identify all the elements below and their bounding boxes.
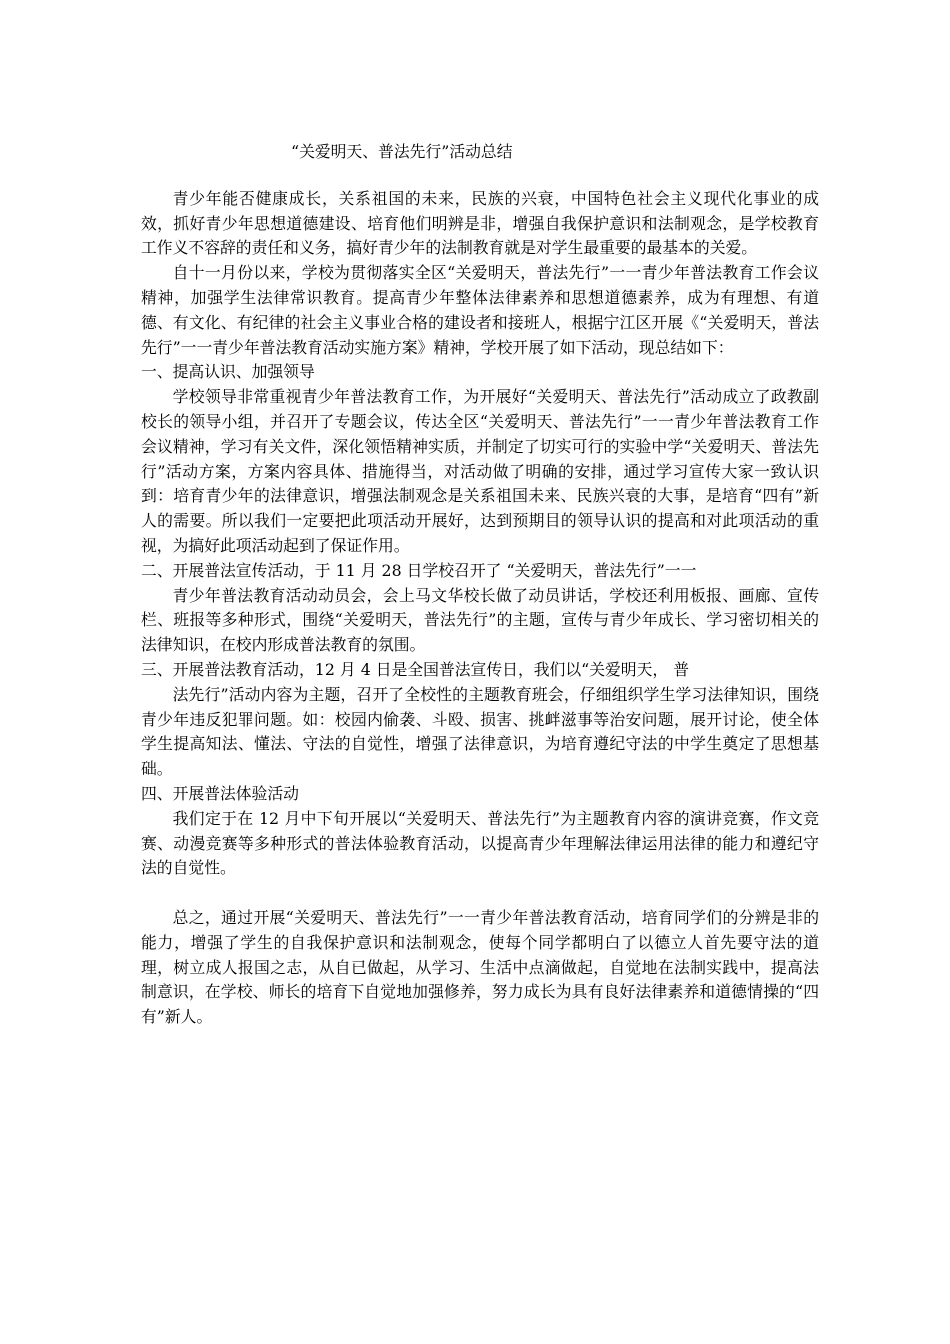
paragraph-intro: 青少年能否健康成长，关系祖国的未来，民族的兴衰，中国特色社会主义现代化事业的成效，抓好青少年思想道德建设、培育他们明辨是非，增强自我保护意识和法制观念，是学校教育工作义不容辞的责任和义务，搞好青少年的法制教育就是对学生最重要的最基本的关爱。: [141, 188, 819, 258]
section-heading-1: 一、提高认识、加强领导: [141, 362, 315, 382]
paragraph-publicity: 青少年普法教育活动动员会，会上马文华校长做了动员讲话，学校还利用板报、画廊、宣传栏、班报等多种形式，围绕“关爱明天，普法先行”的主题，宣传与青少年成长、学习密切相关的法律知识，在校内形成普法教育的氛围。: [141, 585, 819, 655]
paragraph-spacer: [141, 881, 819, 906]
paragraph-background: 自十一月份以来，学校为贯彻落实全区“关爱明天，普法先行”一一青少年普法教育工作会议精神，加强学生法律常识教育。提高青少年整体法律素养和思想道德素养，成为有理想、有道德、有文化、有纪律的社会主义事业合格的建设者和接班人，根据宁江区开展《“关爱明天，普法先行”一一青少年普法教育活动实施方案》精神，学校开展了如下活动，现总结如下：: [141, 263, 819, 357]
paragraph-education: 法先行”活动内容为主题，召开了全校性的主题教育班会，仔细组织学生学习法律知识，围绕青少年违反犯罪问题。如：校园内偷袭、斗殴、损害、挑衅滋事等治安问题，展开讨论，使全体学生提高知法、懂法、守法的自觉性，增强了法律意识，为培育遵纪守法的中学生奠定了思想基础。: [141, 684, 819, 779]
section-heading-3: 三、开展普法教育活动，12 月 4 日是全国普法宣传日，我们以“关爱明天， 普: [141, 659, 690, 679]
document-title: “关爱明天、普法先行”活动总结: [291, 142, 513, 161]
paragraph-conclusion: 总之，通过开展“关爱明天、普法先行”一一青少年普法教育活动，培育同学们的分辨是非的能力，增强了学生的自我保护意识和法制观念，使每个同学都明白了以德立人首先要守法的道理，树立成人报国之志，从自已做起，从学习、生活中点滴做起，自觉地在法制实践中，提高法制意识，在学校、师长的培育下自觉地加强修养，努力成长为具有良好法律素养和道德情操的“四有”新人。: [141, 907, 819, 1027]
document-page: [141, 140, 819, 1030]
section-heading-2: 二、开展普法宣传活动，于 11 月 28 日学校召开了 “关爱明天，普法先行”一一: [141, 560, 697, 580]
paragraph-leadership: 学校领导非常重视青少年普法教育工作，为开展好“关爱明天、普法先行”活动成立了政教副校长的领导小组，并召开了专题会议，传达全区“关爱明天、普法先行”一一青少年普法教育工作会议精神，学习有关文件，深化领悟精神实质，并制定了切实可行的实验中学“关爱明天、普法先行”活动方案，方案内容具体、措施得当，对活动做了明确的安排，通过学习宣传大家一致认识到：培育青少年的法律意识，增强法制观念是关系祖国未来、民族兴衰的大事，是培育“四有”新人的需要。所以我们一定要把此项活动开展好，达到预期目的领导认识的提高和对此项活动的重视，为搞好此项活动起到了保证作用。: [141, 387, 819, 555]
section-heading-4: 四、开展普法体验活动: [141, 783, 299, 803]
paragraph-experience: 我们定于在 12 月中下旬开展以“关爱明天、普法先行”为主题教育内容的演讲竞赛，作文竞赛、动漫竞赛等多种形式的普法体验教育活动，以提高青少年理解法律运用法律的能力和遵纪守法的自觉性。: [141, 808, 819, 878]
